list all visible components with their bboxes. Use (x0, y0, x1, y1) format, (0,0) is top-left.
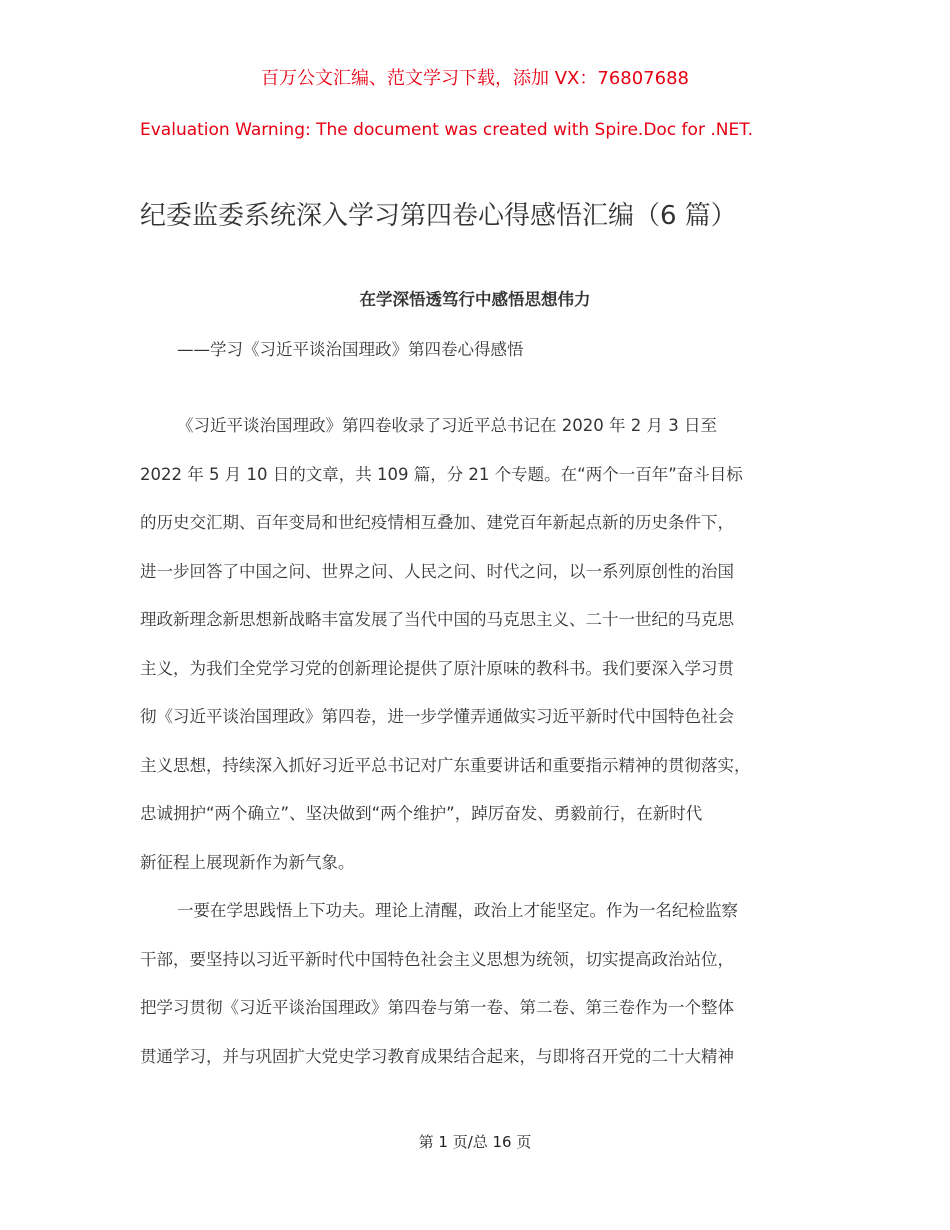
article-body (140, 412, 830, 1091)
paragraph-line: 把学习贯彻《习近平谈治国理政》第四卷与第一卷、第二卷、第三卷作为一个整体 (140, 998, 734, 1017)
paragraph-line: 彻《习近平谈治国理政》第四卷，进一步学懂弄通做实习近平新时代中国特色社会 (140, 707, 734, 726)
paragraph-line: 贯通学习，并与巩固扩大党史学习教育成果结合起来，与即将召开党的二十大精神 (140, 1046, 734, 1066)
evaluation-warning: Evaluation Warning: The document was created with Spire.Doc for .NET. (140, 120, 753, 140)
paragraph-line: 进一步回答了中国之问、世界之问、人民之问、时代之问，以一系列原创性的治国 (140, 561, 734, 581)
paragraph-line: 一要在学思践悟上下功夫。理论上清醒，政治上才能坚定。作为一名纪检监察 (177, 901, 738, 920)
paragraph-line: 主义思想，持续深入抓好习近平总书记对广东重要讲话和重要指示精神的贯彻落实， (140, 755, 751, 775)
promo-header: 百万公文汇编、范文学习下载，添加 VX：76807688 (261, 68, 689, 89)
paragraph-line: 干部，要坚持以习近平新时代中国特色社会主义思想为统领，切实提高政治站位， (140, 949, 734, 969)
paragraph-line: 的历史交汇期、百年变局和世纪疫情相互叠加、建党百年新起点新的历史条件下， (140, 513, 734, 532)
article-title: 在学深悟透笃行中感悟思想伟力 (359, 290, 591, 309)
page-indicator: 第 1 页/总 16 页 (418, 1133, 532, 1151)
article-subtitle: ——学习《习近平谈治国理政》第四卷心得感悟 (177, 340, 524, 359)
paragraph-line: 《习近平谈治国理政》第四卷收录了习近平总书记在 2020 年 2 月 3 日至 (177, 416, 717, 435)
paragraph-line: 2022 年 5 月 10 日的文章，共 109 篇，分 21 个专题。在“两个一百年”奋斗目标 (140, 464, 743, 484)
paragraph-line: 忠诚拥护“两个确立”、坚决做到“两个维护”，踔厉奋发、勇毅前行，在新时代 (140, 804, 703, 823)
paragraph-line: 新征程上展现新作为新气象。 (140, 852, 355, 872)
document-title: 纪委监委系统深入学习第四卷心得感悟汇编（6 篇） (140, 201, 737, 231)
paragraph-line: 主义，为我们全党学习党的创新理论提供了原汁原味的教科书。我们要深入学习贯 (140, 658, 734, 678)
paragraph-line: 理政新理念新思想新战略丰富发展了当代中国的马克思主义、二十一世纪的马克思 (140, 610, 734, 629)
